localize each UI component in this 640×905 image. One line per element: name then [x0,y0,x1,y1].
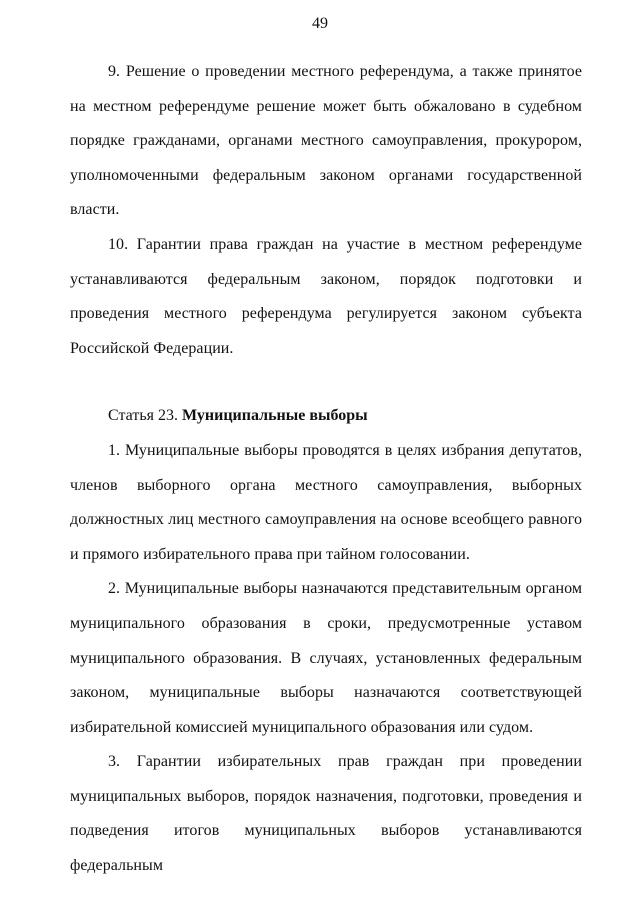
document-body [70,55,582,884]
article-paragraph-2: 2. Муниципальные выборы назначаются представительным органом муниципального образования в сроки, предусмотренные уставом муниципального образования. В случаях, установленных федеральным законом, муниципальные выборы назначаются соответствующей избирательной комиссией муниципального образования или судом. [70,580,582,736]
page-number: 49 [312,15,328,32]
article-paragraph-1: 1. Муниципальные выборы проводятся в целях избрания депутатов, членов выборного органа местного самоуправления, выборных должностных лиц местного самоуправления на основе всеобщего равного и прямого избирательного права при тайном голосовании. [70,441,582,563]
article-label: Статья 23. [108,407,178,425]
paragraph-9: 9. Решение о проведении местного референдума, а также принятое на местном референдуме решение может быть обжаловано в судебном порядке гражданами, органами местного самоуправления, прокурором, уполномоченными федеральным законом органами государственной власти. [70,63,582,219]
article-paragraph-3: 3. Гарантии избирательных прав граждан при проведении муниципальных выборов, порядок назначения, подготовки, проведения и подведения итогов муниципальных выборов устанавливаются федеральным [70,753,582,875]
paragraph-10: 10. Гарантии права граждан на участие в местном референдуме устанавливаются федеральным законом, порядок подготовки и проведения местного референдума регулируется законом субъекта Российской Федерации. [70,235,582,357]
article-title: Муниципальные выборы [181,407,368,425]
article-heading [70,399,582,434]
